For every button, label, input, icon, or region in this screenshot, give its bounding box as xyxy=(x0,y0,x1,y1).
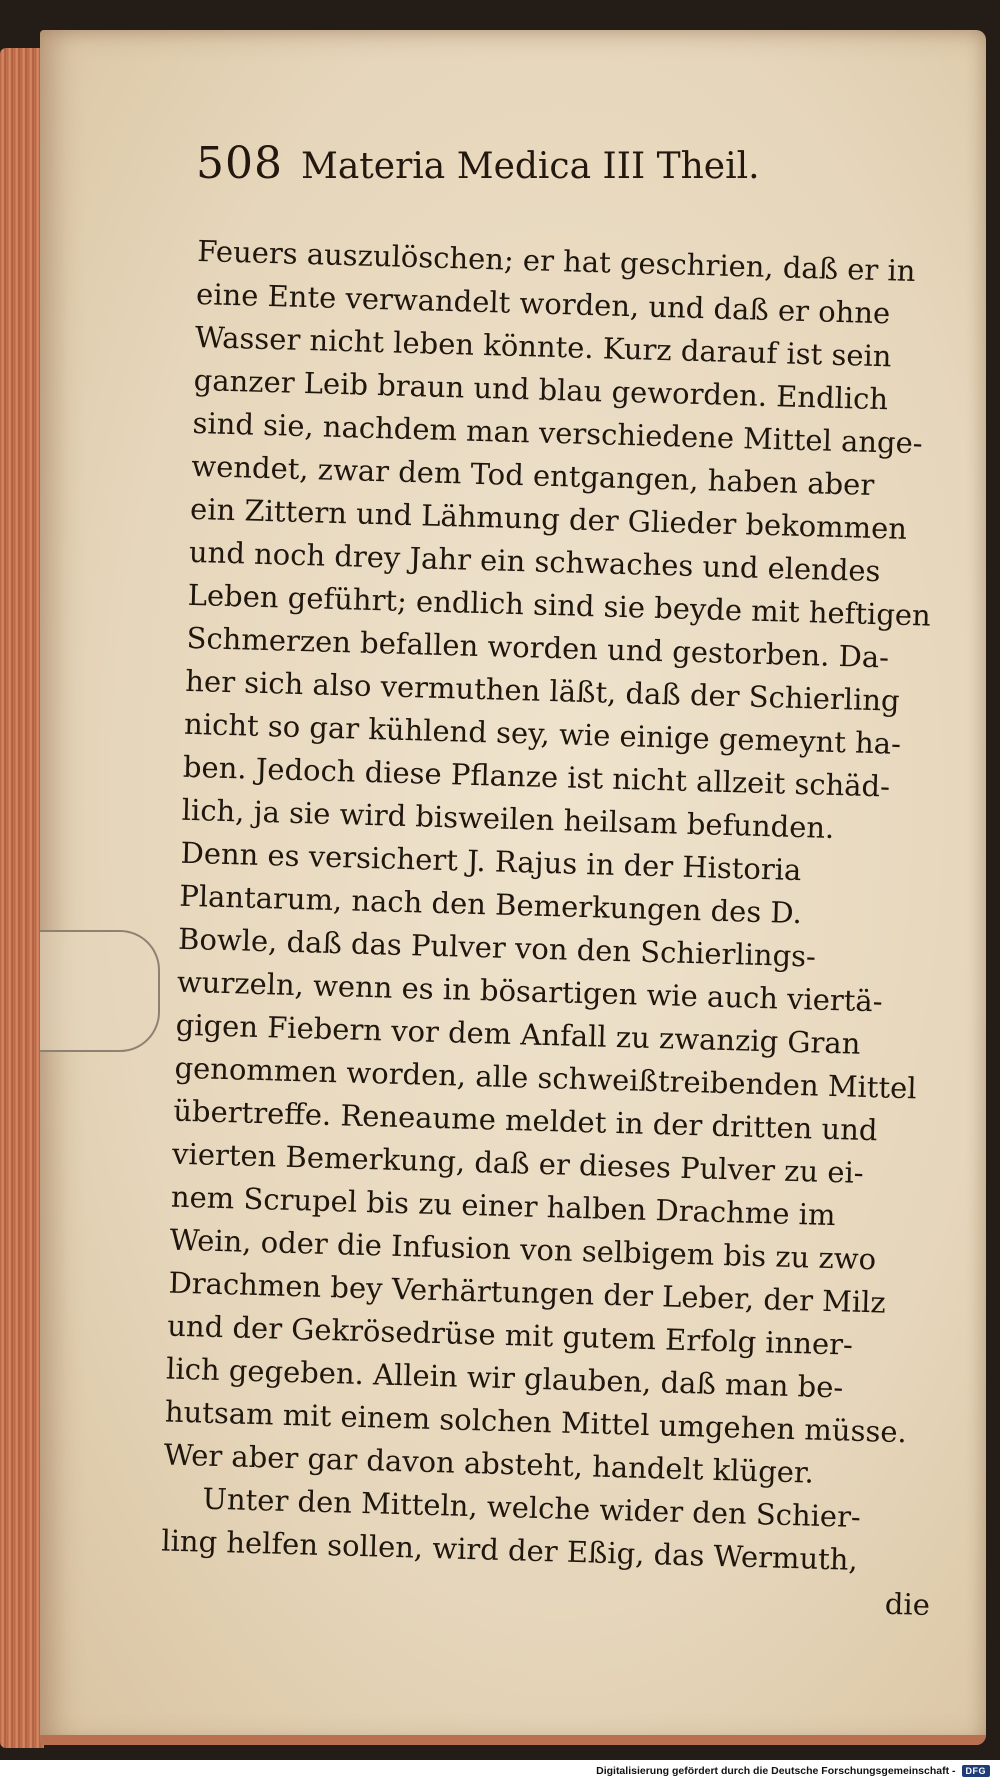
text-line: lich gegeben. Allein wir glauben, daß man be- xyxy=(165,1351,844,1405)
page-bottom-edge xyxy=(40,1735,986,1745)
text-line: wurzeln, wenn es in bösartigen wie auch viertä- xyxy=(176,964,884,1019)
text-line: lich, ja sie wird bisweilen heilsam befunden. xyxy=(181,792,835,845)
text-line: Bowle, daß das Pulver von den Schierlings- xyxy=(177,921,817,974)
credit-text: Digitalisierung gefördert durch die Deutsche Forschungsgemeinschaft - xyxy=(596,1765,956,1777)
text-line: Wein, oder die Infusion von selbigem bis zu zwo xyxy=(169,1222,877,1277)
digitization-credit xyxy=(596,1761,990,1781)
text-line: und noch drey Jahr ein schwaches und elendes xyxy=(188,534,881,589)
text-line: übertreffe. Reneaume meldet in der dritten und xyxy=(172,1093,878,1148)
bookmark-tab xyxy=(40,930,160,1052)
text-line: Leben geführt; endlich sind sie beyde mit heftigen xyxy=(187,577,932,633)
text-line: gigen Fiebern vor dem Anfall zu zwanzig Gran xyxy=(175,1007,861,1061)
text-line: eine Ente verwandelt worden, und daß er ohne xyxy=(195,276,891,331)
text-line: ganzer Leib braun und blau geworden. Endlich xyxy=(193,362,889,417)
text-line: nicht so gar kühlend sey, wie einige gemeynt ha- xyxy=(183,706,902,761)
text-line: Drachmen bey Verhärtungen der Leber, der Milz xyxy=(168,1265,887,1320)
text-line: Schmerzen befallen worden und gestorben. Da- xyxy=(186,620,890,675)
text-line: wendet, zwar dem Tod entgangen, haben aber xyxy=(190,448,875,502)
text-line: ein Zittern und Lähmung der Glieder bekommen xyxy=(189,491,908,546)
text-line: Wasser nicht leben könnte. Kurz darauf ist sein xyxy=(194,319,892,374)
text-line: hutsam mit einem solchen Mittel umgehen müsse. xyxy=(164,1394,908,1450)
book-page xyxy=(40,30,986,1745)
page-number: 508 xyxy=(196,138,283,189)
text-line: vierten Bemerkung, daß er dieses Pulver zu ei- xyxy=(171,1136,865,1190)
text-line: ling helfen sollen, wird der Eßig, das Wermuth, xyxy=(160,1523,859,1577)
running-title: Materia Medica III Theil. xyxy=(300,146,760,187)
page-edge xyxy=(0,48,44,1748)
text-line: Wer aber gar davon absteht, handelt klüger. xyxy=(163,1437,815,1490)
text-line: Plantarum, nach den Bemerkungen des D. xyxy=(178,878,803,931)
body-text xyxy=(160,230,986,1628)
text-line: Denn es versichert J. Rajus in der Historia xyxy=(180,835,802,888)
text-line: nem Scrupel bis zu einer halben Drachme im xyxy=(170,1179,836,1233)
text-line: ben. Jedoch diese Pflanze ist nicht allzeit schäd- xyxy=(182,749,891,804)
text-line: genommen worden, alle schweißtreibenden Mittel xyxy=(174,1050,918,1106)
dfg-logo: DFG xyxy=(962,1765,991,1777)
text-line: und der Gekrösedrüse mit gutem Erfolg inner- xyxy=(166,1308,854,1362)
text-line: Unter den Mitteln, welche wider den Schier- xyxy=(202,1481,862,1535)
text-line: her sich also vermuthen läßt, daß der Schierling xyxy=(184,663,901,718)
page-header xyxy=(196,138,896,208)
text-line: sind sie, nachdem man verschiedene Mittel ange- xyxy=(192,405,924,461)
catchword: die xyxy=(884,1586,931,1622)
text-line: Feuers auszulöschen; er hat geschrien, daß er in xyxy=(196,233,916,289)
